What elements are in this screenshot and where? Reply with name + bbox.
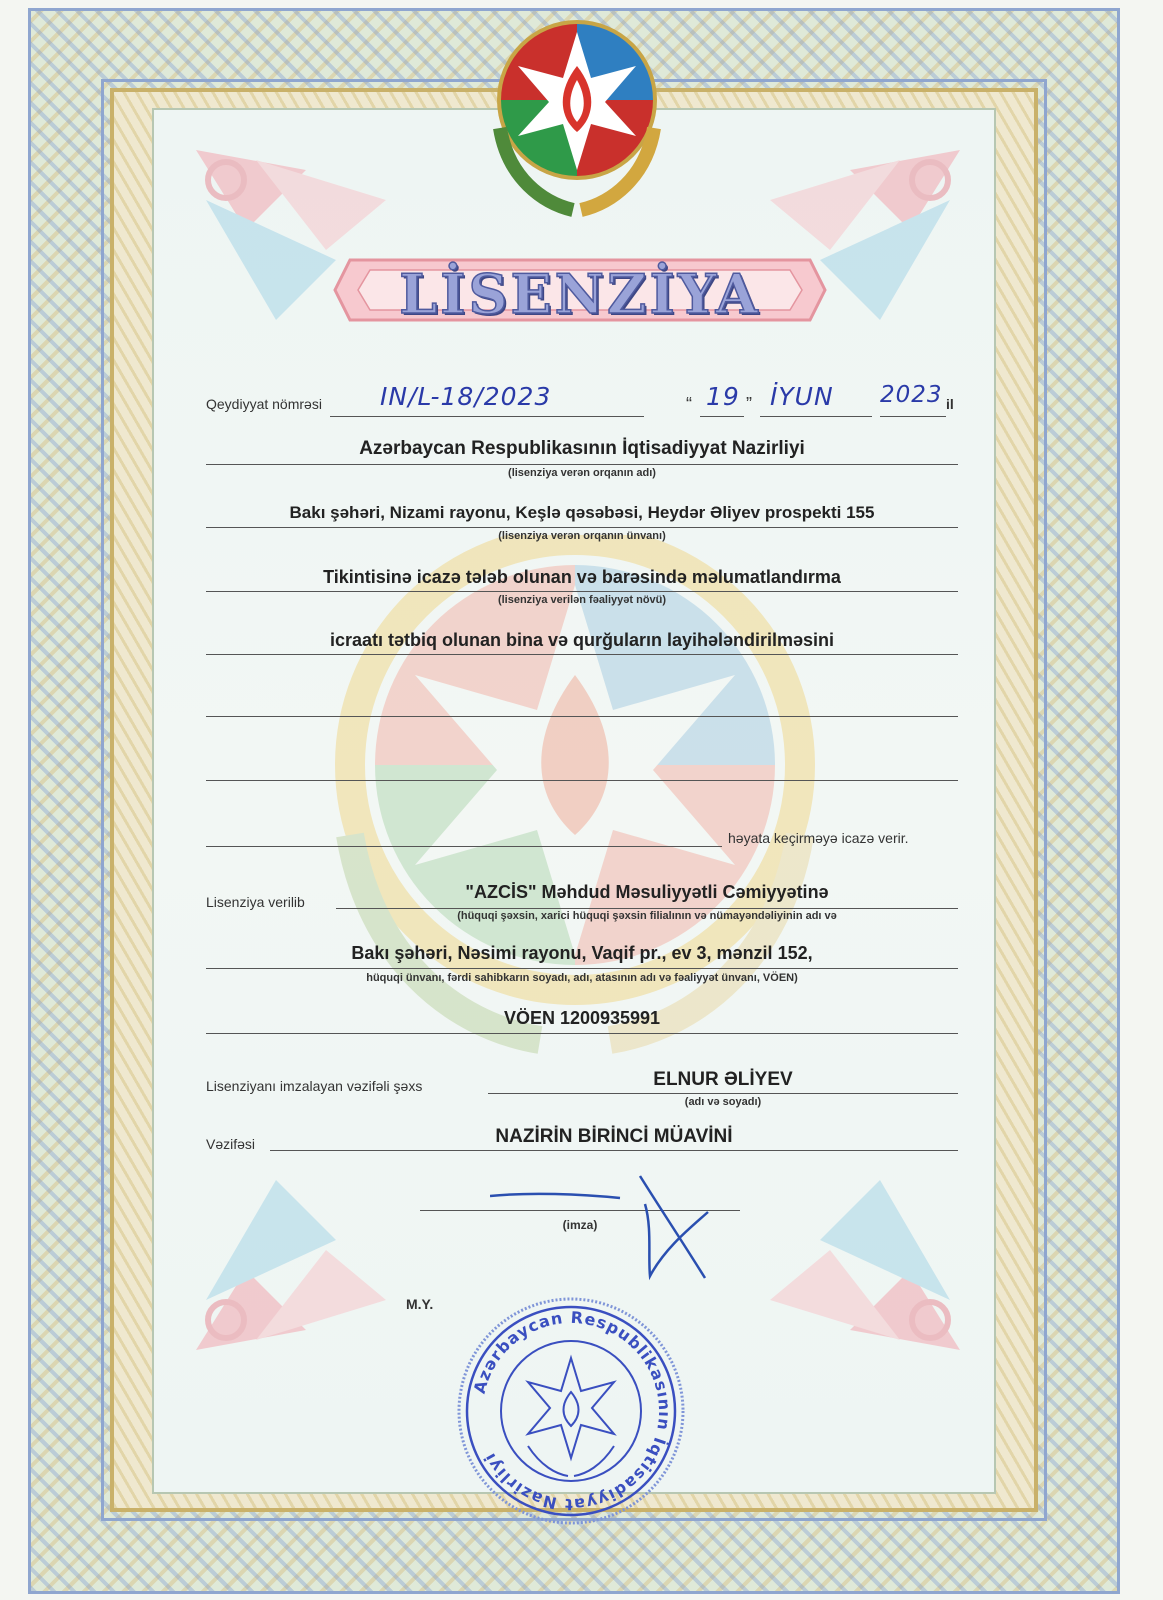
issuer-name-line <box>206 464 958 465</box>
issuer-name: Azərbaycan Respublikasının İqtisadiyyat Nazirliyi <box>359 438 805 459</box>
reg-number-label: Qeydiyyat nömrəsi <box>206 396 322 412</box>
tax-id-line <box>206 1033 958 1034</box>
activity-line-2-rule <box>206 654 958 655</box>
signer-label: Lisenziyanı imzalayan vəzifəli şəxs <box>206 1078 423 1094</box>
licensee-address: Bakı şəhəri, Nəsimi rayonu, Vaqif pr., ev 3, mənzil 152, <box>351 943 813 963</box>
issuer-name-caption: (lisenziya verən orqanın adı) <box>508 467 656 479</box>
position-line <box>270 1150 958 1151</box>
date-day-line <box>700 416 744 417</box>
activity-line-1-rule <box>206 591 958 592</box>
signer-caption: (adı və soyadı) <box>684 1096 762 1108</box>
date-year-line <box>880 416 946 417</box>
blank-line-2 <box>206 780 958 781</box>
licensee-name-line <box>336 908 958 909</box>
position-label: Vəzifəsi <box>206 1136 256 1152</box>
corner-ornament-bottom-left <box>186 1150 396 1360</box>
date-month-handwritten: İYUN <box>770 382 834 411</box>
issuer-address-caption: (lisenziya verən orqanın ünvanı) <box>498 530 666 542</box>
date-quote-close: ” <box>746 394 752 414</box>
signer-name-line <box>488 1093 958 1094</box>
title-banner <box>330 240 830 340</box>
activity-line-1: Tikintisinə icazə tələb olunan və barəsində məlumatlandırma <box>323 567 841 587</box>
date-day-handwritten: 19 <box>706 382 740 411</box>
tax-id: VÖEN 1200935991 <box>503 1008 661 1028</box>
issued-to-label: Lisenziya verilib <box>206 894 305 910</box>
activity-line-2: icraatı tətbiq olunan bina və qurğuların layihələndirilməsini <box>329 630 835 650</box>
licensee-address-line <box>206 968 958 969</box>
official-stamp-icon <box>456 1296 686 1526</box>
blank-line-1 <box>206 716 958 717</box>
stamp-text: Azərbaycan Respublikasının İqtisadiyyat Nazirliyi <box>469 1307 675 1515</box>
activity-caption: (lisenziya verilən fəaliyyət növü) <box>497 594 667 606</box>
document-title: LİSENZİYA <box>399 262 761 326</box>
seal-label: M.Y. <box>406 1296 434 1312</box>
issuer-address-line <box>206 527 958 528</box>
position-value: NAZİRİN BİRİNCİ MÜAVİNİ <box>495 1126 733 1147</box>
licensee-name: "AZCİS" Məhdud Məsuliyyətli Cəmiyyətinə <box>465 882 829 902</box>
reg-number-line <box>330 416 644 417</box>
issuer-address: Bakı şəhəri, Nizami rayonu, Keşlə qəsəbəsi, Heydər Əliyev prospekti 155 <box>289 503 875 522</box>
permit-text: həyata keçirməyə icazə verir. <box>728 830 909 846</box>
licensee-caption-1: (hüquqi şəxsin, xarici hüquqi şəxsin filialının və nümayəndəliyinin adı və <box>457 910 837 922</box>
date-quote-open: “ <box>686 394 692 414</box>
corner-ornament-bottom-right <box>760 1150 970 1360</box>
signer-name: ELNUR ƏLİYEV <box>653 1069 793 1090</box>
reg-number-handwritten: IN/L-18/2023 <box>380 382 552 411</box>
date-suffix: il <box>946 396 954 412</box>
licensee-caption-2: hüquqi ünvanı, fərdi sahibkarın soyadı, adı, atasının adı və fəaliyyət ünvanı, VÖEN) <box>366 972 798 984</box>
permit-line <box>206 846 722 847</box>
signature-caption: (imza) <box>562 1218 598 1232</box>
date-year-handwritten: 2023 <box>880 382 943 408</box>
date-month-line <box>760 416 872 417</box>
state-emblem-icon <box>488 18 666 218</box>
